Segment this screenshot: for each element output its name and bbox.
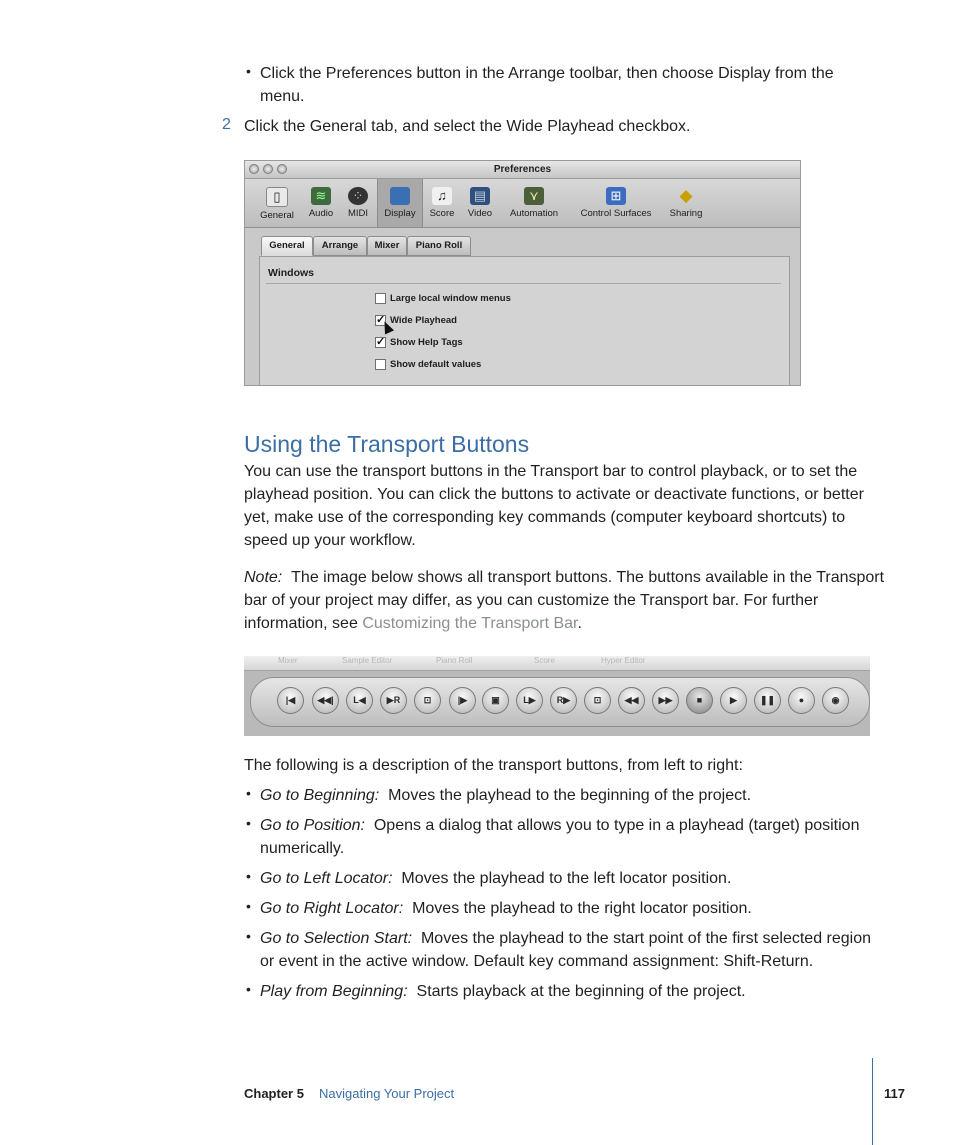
desc-term: Go to Selection Start: (260, 930, 413, 947)
intro-bullet-line2: menu. (260, 88, 305, 105)
bullet-dot: • (246, 815, 251, 831)
close-window-icon[interactable] (249, 164, 259, 174)
preferences-window (244, 160, 801, 386)
section-title: Windows (268, 267, 314, 279)
step-number: 2 (222, 116, 231, 133)
transport-bar-image (244, 656, 870, 736)
toolbar-label: Automation (509, 208, 559, 219)
para-line: yet, make use of the corresponding key commands (computer keyboard shortcuts) to (244, 509, 846, 526)
tab-arrange[interactable]: Arrange (313, 236, 367, 256)
descriptions-intro: The following is a description of the transport buttons, from left to right: (244, 757, 743, 774)
desc-text: Moves the playhead to the start point of the first selected region (420, 930, 872, 947)
intro-bullet-line1: Click the Preferences button in the Arrange toolbar, then choose Display from the (260, 65, 834, 82)
checkbox[interactable] (375, 359, 386, 370)
checkbox-checked[interactable]: ✓ (376, 335, 386, 348)
go-to-selection-start-button[interactable]: ⊡ (414, 687, 441, 714)
bullet-dot: • (246, 63, 251, 79)
footer-divider (872, 1058, 873, 1145)
desc-term: Play from Beginning: (260, 983, 408, 1000)
audio-icon: ≋ (311, 187, 331, 205)
transport-top-strip (244, 656, 870, 671)
toolbar-label: Display (384, 208, 416, 219)
page-number: 117 (884, 1086, 905, 1101)
toolbar-label: Video (467, 208, 493, 219)
minimize-window-icon[interactable] (263, 164, 273, 174)
top-tab: Hyper Editor (601, 656, 646, 665)
desc-text: Opens a dialog that allows you to type in a playhead (target) position (373, 817, 860, 834)
toolbar-display[interactable] (377, 179, 423, 227)
general-icon: ▯ (266, 187, 288, 207)
bullet-dot: • (246, 868, 251, 884)
general-pane (259, 256, 790, 386)
rewind-button[interactable]: ◀◀ (618, 687, 645, 714)
footer-title: Navigating Your Project (319, 1086, 455, 1101)
option-label: Large local window menus (390, 293, 511, 304)
option-label: Show Help Tags (390, 337, 463, 348)
para-line: You can use the transport buttons in the Transport bar to control playback, or to set the (244, 463, 858, 480)
toolbar-label: Control Surfaces (580, 208, 652, 219)
bullet-dot: • (246, 785, 251, 801)
desc-text: Starts playback at the beginning of the project. (416, 983, 746, 1000)
go-to-position-button[interactable]: ◀◀| (312, 687, 339, 714)
forward-button[interactable]: ▶▶ (652, 687, 679, 714)
play-from-beginning-button[interactable]: |▶ (449, 687, 476, 714)
desc-text: Moves the playhead to the beginning of the project. (388, 787, 752, 804)
desc-term: Go to Position: (260, 817, 365, 834)
capture-recording-button[interactable]: ◉ (822, 687, 849, 714)
note-line3 (244, 612, 582, 635)
go-to-right-locator-button[interactable]: ▶R (380, 687, 407, 714)
zoom-window-icon[interactable] (277, 164, 287, 174)
display-icon (390, 187, 410, 205)
desc-item (260, 784, 751, 807)
note-line1 (244, 566, 884, 589)
desc-cont: numerically. (260, 840, 345, 857)
desc-cont: or event in the active window. Default key command assignment: Shift-Return. (260, 953, 814, 970)
toolbar-label: General (260, 210, 294, 221)
toolbar-score[interactable] (425, 179, 459, 227)
checkbox[interactable] (375, 293, 386, 304)
para-line: speed up your workflow. (244, 532, 416, 549)
desc-term: Go to Left Locator: (260, 870, 393, 887)
option-label: Wide Playhead (390, 315, 457, 326)
note-text: The image below shows all transport buttons. The buttons available in the Transport (291, 569, 885, 586)
option-show-help-tags[interactable] (375, 336, 463, 350)
top-tab: Piano Roll (436, 656, 473, 665)
section-heading: Using the Transport Buttons (244, 431, 530, 457)
play-from-right-locator-button[interactable]: R▶ (550, 687, 577, 714)
pause-button[interactable]: ❚❚ (754, 687, 781, 714)
step-text: Click the General tab, and select the Wide Playhead checkbox. (244, 118, 691, 135)
desc-item (260, 980, 746, 1003)
tab-mixer[interactable]: Mixer (367, 236, 407, 256)
option-show-default-values[interactable] (375, 358, 481, 372)
option-label: Show default values (390, 359, 482, 370)
desc-term: Go to Beginning: (260, 787, 380, 804)
toolbar-control-surfaces[interactable] (571, 179, 661, 227)
stop-button[interactable]: ■ (686, 687, 713, 714)
toolbar-automation[interactable] (501, 179, 567, 227)
toolbar-label: Sharing (669, 208, 703, 219)
note-text: . (577, 615, 582, 632)
play-from-left-locator-button[interactable]: L▶ (516, 687, 543, 714)
window-title: Preferences (493, 164, 552, 175)
toolbar-audio[interactable] (303, 179, 339, 227)
video-icon: ▤ (470, 187, 490, 205)
midi-icon: ⁘ (348, 187, 368, 205)
desc-text: Moves the playhead to the left locator position. (401, 870, 732, 887)
top-tab: Score (534, 656, 555, 665)
control-surfaces-icon: ⊞ (606, 187, 626, 205)
footer-chapter: Chapter 5 (244, 1086, 304, 1101)
toolbar-video[interactable] (463, 179, 497, 227)
customizing-transport-bar-link[interactable]: Customizing the Transport Bar (362, 615, 578, 632)
tab-piano-roll[interactable]: Piano Roll (407, 236, 471, 256)
play-button[interactable]: ▶ (720, 687, 747, 714)
sharing-icon: ◆ (679, 186, 693, 205)
automation-icon: ⋎ (524, 187, 544, 205)
bullet-dot: • (246, 928, 251, 944)
toolbar-sharing[interactable] (665, 179, 707, 227)
desc-item (260, 814, 859, 837)
bullet-dot: • (246, 898, 251, 914)
go-to-left-locator-button[interactable]: L◀ (346, 687, 373, 714)
desc-item (260, 927, 871, 950)
desc-term: Go to Right Locator: (260, 900, 404, 917)
para-line: playhead position. You can click the buttons to activate or deactivate functions, or better (244, 486, 864, 503)
go-to-beginning-button[interactable]: |◀ (277, 687, 304, 714)
play-from-window-button[interactable]: ▣ (482, 687, 509, 714)
section-divider (266, 283, 781, 284)
toolbar-label: MIDI (347, 208, 369, 219)
window-title-bar (245, 161, 800, 179)
note-text: information, see (244, 615, 363, 632)
top-tab: Mixer (278, 656, 298, 665)
checkbox-checked[interactable]: ✓ (376, 313, 386, 326)
play-from-selection-button[interactable]: ⊡ (584, 687, 611, 714)
desc-item (260, 867, 731, 890)
desc-item (260, 897, 752, 920)
score-icon: ♫ (432, 187, 452, 205)
note-label: Note: (244, 569, 283, 586)
tab-general[interactable]: General (261, 236, 313, 256)
option-large-local-window-menus[interactable] (375, 292, 511, 306)
bullet-dot: • (246, 981, 251, 997)
record-button[interactable]: ● (788, 687, 815, 714)
toolbar-label: Audio (308, 208, 334, 219)
toolbar-general[interactable] (255, 179, 299, 227)
desc-text: Moves the playhead to the right locator position. (412, 900, 752, 917)
note-line2: bar of your project may differ, as you can customize the Transport bar. For further (244, 592, 819, 609)
toolbar-label: Score (429, 208, 455, 219)
toolbar-midi[interactable] (343, 179, 373, 227)
preferences-toolbar (245, 179, 800, 228)
top-tab: Sample Editor (342, 656, 393, 665)
